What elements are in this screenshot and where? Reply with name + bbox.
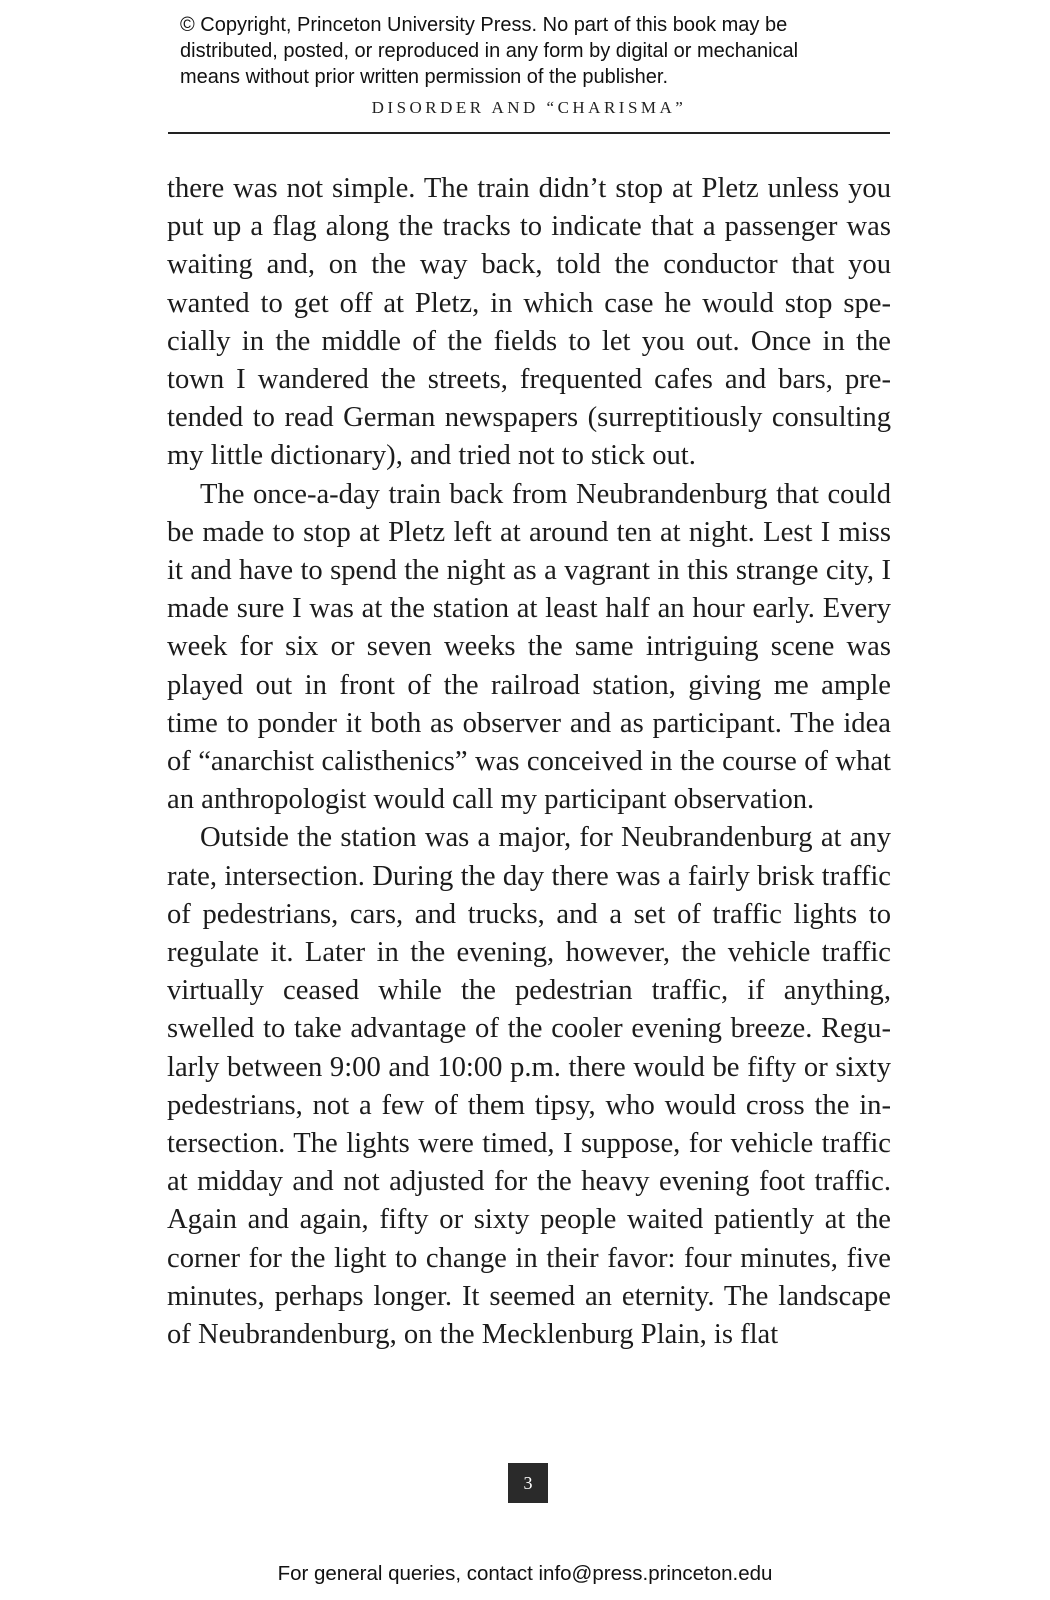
- copyright-line: means without prior written permission of the publisher.: [180, 66, 669, 88]
- copyright-line: distributed, posted, or reproduced in any form by digital or mechanical: [180, 40, 799, 62]
- paragraph: there was not simple. The train didn’t stop at Pletz unless you put up a flag along the tracks to indicate that a passenger was waiting and, on the way back, told the conductor that you wanted to get off at Pletz, in which case he would stop specially in the middle of the fields to let you out. Once in the town I wandered the streets, frequented cafes and bars, pretended to read German newspapers (surreptitiously consulting my little dictionary), and tried not to stick out.: [167, 173, 891, 472]
- footer-contact: For general queries, contact info@press.princeton.edu: [277, 1562, 773, 1585]
- paragraph: The once-a-day train back from Neubrandenburg that could be made to stop at Pletz left at around ten at night. Lest I miss it and have to spend the night as a vagrant in this strange city, I made sure I was at the station at least half an hour early. Every week for six or seven weeks the same intriguing scene was played out in front of the railroad station, giving me ample time to ponder it both as observer and as participant. The idea of “anarchist calisthenics” was conceived in the course of what an anthropologist would call my participant observation.: [167, 478, 891, 816]
- header-rule: [168, 132, 890, 134]
- running-head: DISORDER AND “CHARISMA”: [371, 98, 687, 117]
- page-number: 3: [508, 1463, 548, 1503]
- copyright-line: © Copyright, Princeton University Press. No part of this book may be: [180, 14, 788, 36]
- paragraph: Outside the station was a major, for Neubrandenburg at any rate, intersection. During the day there was a fairly brisk traffic of pedestrians, cars, and trucks, and a set of traffic lights to regulate it. Later in the evening, however, the vehicle traffic virtually ceased while the pedestrian traffic, if anything, swelled to take advantage of the cooler evening breeze. Regularly between 9:00 and 10:00 p.m. there would be fifty or sixty pedestrians, not a few of them tipsy, who would cross the intersection. The lights were timed, I suppose, for vehicle traffic at midday and not adjusted for the heavy evening foot traffic. Again and again, fifty or sixty people waited patiently at the corner for the light to change in their favor: four minutes, five minutes, perhaps longer. It seemed an eternity. The landscape of Neubrandenburg, on the Mecklenburg Plain, is flat: [167, 822, 891, 1351]
- copyright-notice: [180, 12, 900, 90]
- body-text: [167, 170, 891, 1354]
